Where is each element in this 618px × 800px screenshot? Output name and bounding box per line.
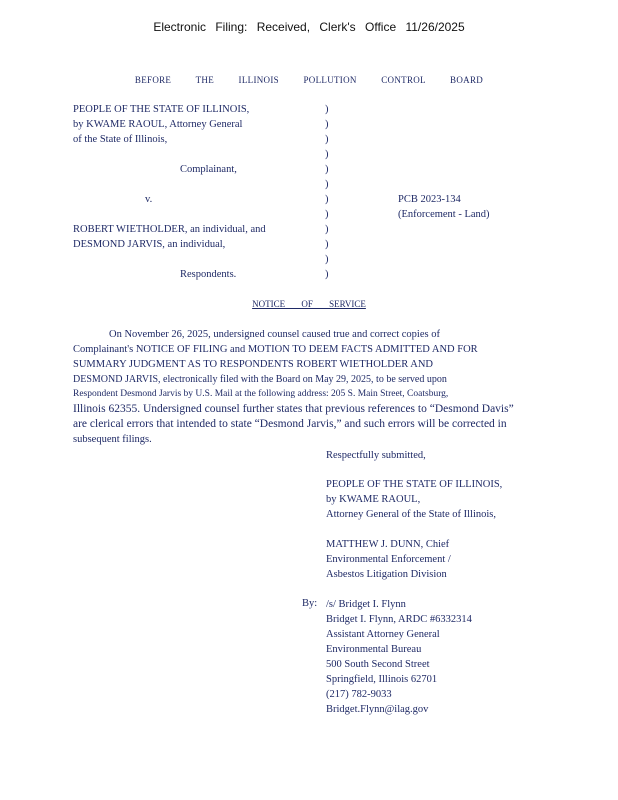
closing (326, 448, 426, 463)
paren: ) (325, 149, 329, 160)
signer-block (326, 597, 472, 717)
signer-line: 500 South Second Street (326, 659, 430, 670)
by-label: By: (302, 598, 318, 609)
body-line: Complainant's NOTICE OF FILING and MOTION TO DEEM FACTS ADMITTED AND FOR (73, 344, 478, 355)
signer-line: Environmental Bureau (326, 644, 422, 655)
caption-parentheses (325, 102, 329, 282)
plaintiff-line-3: of the State of Illinois, (73, 134, 168, 145)
people-line: by KWAME RAOUL, (326, 494, 421, 505)
paren: ) (325, 224, 329, 235)
paren: ) (325, 134, 329, 145)
plaintiff-line-2: by KWAME RAOUL, Attorney General (73, 119, 243, 130)
notice-body (73, 327, 543, 447)
body-line: On November 26, 2025, undersigned counsel caused true and correct copies of (109, 329, 440, 340)
body-line: DESMOND JARVIS, electronically filed with the Board on May 29, 2025, to be served upon (73, 374, 447, 385)
body-line: Respondent Desmond Jarvis by U.S. Mail at the following address: 205 S. Main Street, Coatsburg, (73, 389, 449, 399)
paren: ) (325, 119, 329, 130)
body-line: subsequent filings. (73, 434, 152, 445)
paren: ) (325, 194, 329, 205)
paren: ) (325, 254, 329, 265)
body-line: are clerical errors that intended to state “Desmond Jarvis,” and such errors will be corrected in (73, 418, 507, 430)
notice-title-text: NOTICE OF SERVICE (252, 299, 366, 309)
chief-line: Asbestos Litigation Division (326, 569, 447, 580)
signer-line: /s/ Bridget I. Flynn (326, 599, 406, 610)
body-line: SUMMARY JUDGMENT AS TO RESPONDENTS ROBERT WIETHOLDER AND (73, 359, 434, 370)
people-block (326, 477, 502, 522)
notice-title (0, 299, 618, 309)
paren: ) (325, 209, 329, 220)
case-type: (Enforcement - Land) (398, 209, 490, 220)
paren: ) (325, 179, 329, 190)
people-line: Attorney General of the State of Illinois, (326, 509, 496, 520)
signer-email: Bridget.Flynn@ilag.gov (326, 704, 429, 715)
case-number: PCB 2023-134 (398, 194, 461, 205)
signer-line: Bridget I. Flynn, ARDC #6332314 (326, 614, 472, 625)
people-line: PEOPLE OF THE STATE OF ILLINOIS, (326, 479, 503, 490)
closing-text: Respectfully submitted, (326, 450, 426, 461)
chief-line: Environmental Enforcement / (326, 554, 451, 565)
board-heading: BEFORE THE ILLINOIS POLLUTION CONTROL BOARD (134, 75, 484, 85)
chief-block (326, 537, 451, 582)
versus-label: v. (145, 194, 153, 205)
defendant-line-2: DESMOND JARVIS, an individual, (73, 239, 226, 250)
signer-line: (217) 782-9033 (326, 689, 392, 700)
chief-line: MATTHEW J. DUNN, Chief (326, 539, 450, 550)
complainant-label: Complainant, (180, 164, 237, 175)
filing-stamp: Electronic Filing: Received, Clerk's Office 11/26/2025 (153, 20, 465, 34)
body-line: Illinois 62355. Undersigned counsel further states that previous references to “Desmond Davis” (73, 403, 514, 415)
signer-line: Assistant Attorney General (326, 629, 440, 640)
plaintiff-line-1: PEOPLE OF THE STATE OF ILLINOIS, (73, 104, 250, 115)
paren: ) (325, 239, 329, 250)
defendant-line-1: ROBERT WIETHOLDER, an individual, and (73, 224, 266, 235)
respondents-label: Respondents. (180, 269, 237, 280)
paren: ) (325, 104, 329, 115)
paren: ) (325, 269, 329, 280)
signer-line: Springfield, Illinois 62701 (326, 674, 438, 685)
paren: ) (325, 164, 329, 175)
